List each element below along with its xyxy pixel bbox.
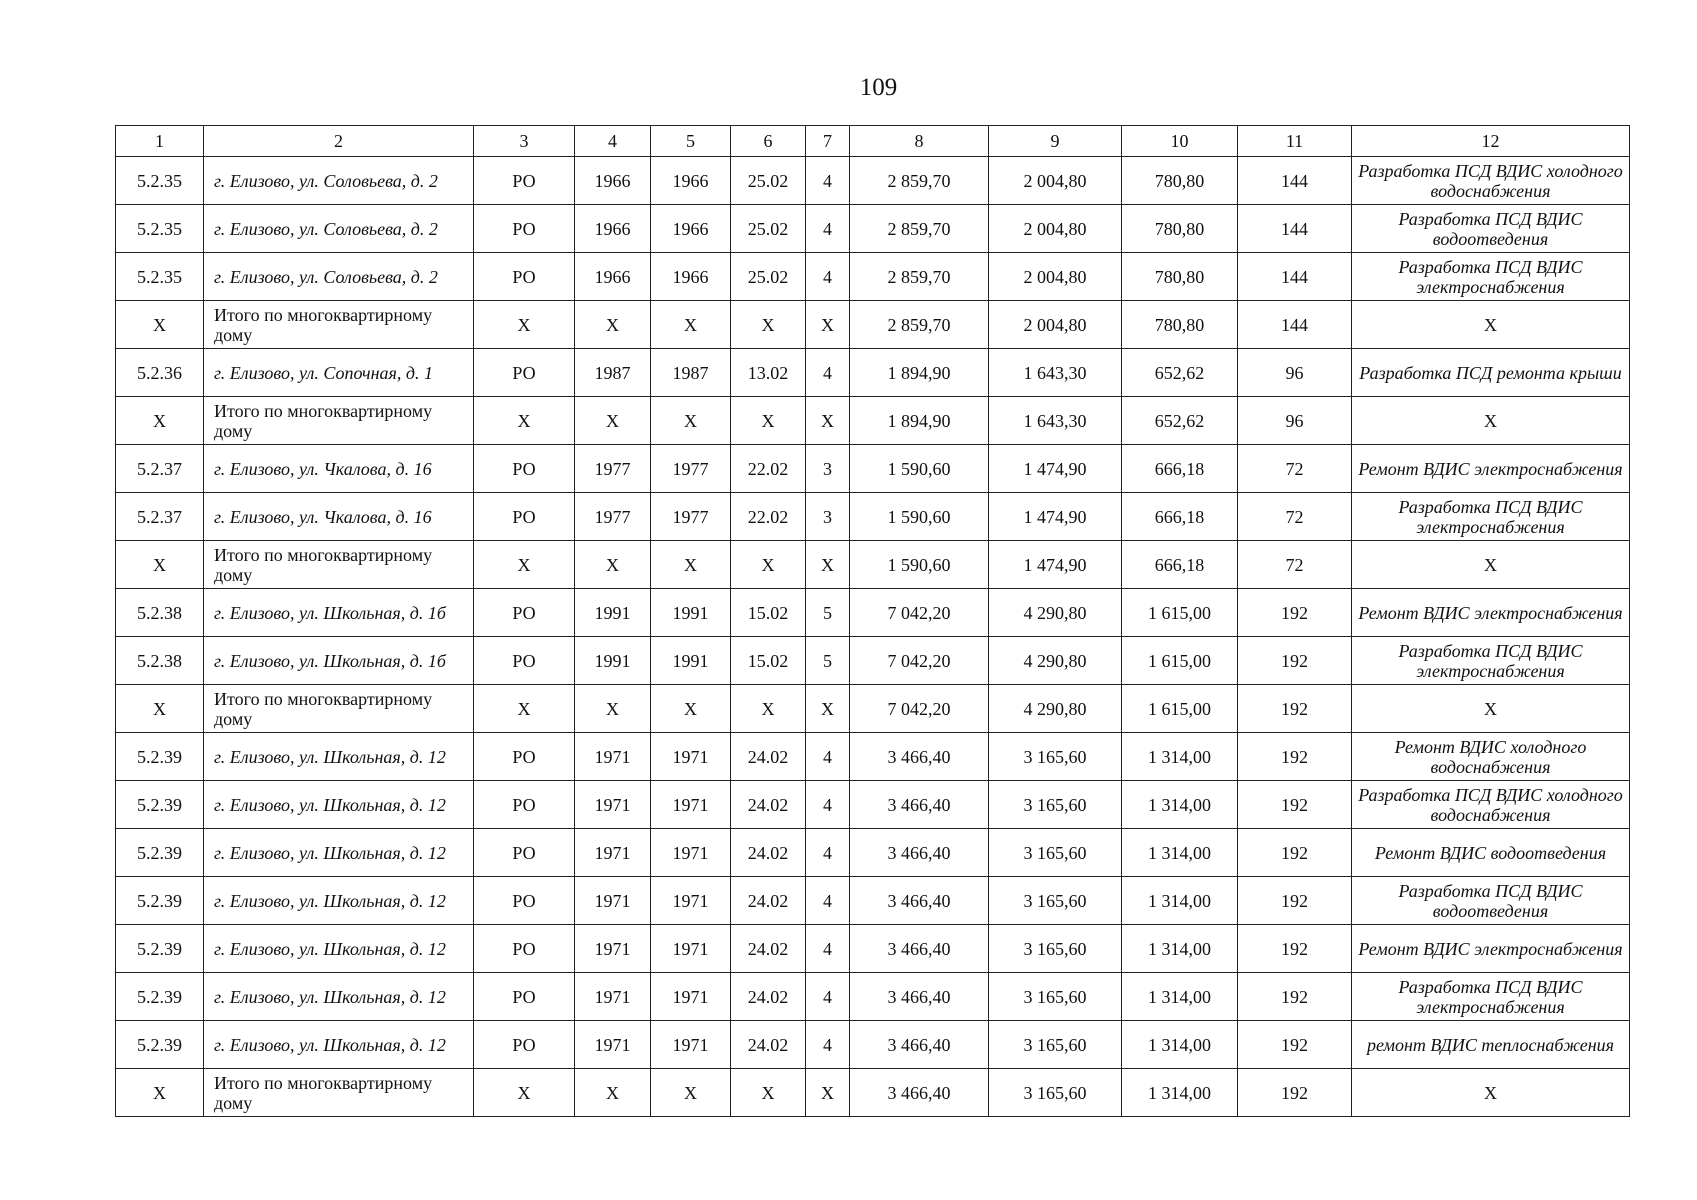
table-row — [116, 973, 1630, 1021]
address-cell: г. Елизово, ул. Школьная, д. 1б — [204, 589, 474, 637]
year-commissioned-cell: 1991 — [651, 589, 731, 637]
residents-cell: 144 — [1238, 301, 1352, 349]
type-cell: Х — [474, 397, 575, 445]
residential-area-cell: 1 474,90 — [989, 445, 1122, 493]
column-header-6: 6 — [731, 126, 806, 157]
year-built-cell: 1977 — [575, 493, 651, 541]
residents-cell: 192 — [1238, 925, 1352, 973]
table-row — [116, 829, 1630, 877]
year-commissioned-cell: 1966 — [651, 157, 731, 205]
work-type-cell: Разработка ПСД ВДИС водоотведения — [1352, 205, 1630, 253]
residents-cell: 72 — [1238, 445, 1352, 493]
work-type-cell: Разработка ПСД ВДИС водоотведения — [1352, 877, 1630, 925]
floors-cell: 4 — [806, 733, 850, 781]
floors-cell: 4 — [806, 205, 850, 253]
residential-area-cell: 3 165,60 — [989, 877, 1122, 925]
year-built-cell: 1971 — [575, 877, 651, 925]
year-built-cell: 1966 — [575, 157, 651, 205]
address-cell: г. Елизово, ул. Школьная, д. 1б — [204, 637, 474, 685]
year-built-cell: 1966 — [575, 253, 651, 301]
item-number-cell: Х — [116, 541, 204, 589]
floors-cell: 4 — [806, 973, 850, 1021]
item-number-cell: Х — [116, 397, 204, 445]
nonresidential-area-cell: 1 615,00 — [1122, 685, 1238, 733]
material-code-cell: Х — [731, 541, 806, 589]
floors-cell: 4 — [806, 925, 850, 973]
material-code-cell: 13.02 — [731, 349, 806, 397]
year-commissioned-cell: Х — [651, 1069, 731, 1117]
year-commissioned-cell: 1971 — [651, 1021, 731, 1069]
nonresidential-area-cell: 1 314,00 — [1122, 733, 1238, 781]
nonresidential-area-cell: 1 314,00 — [1122, 973, 1238, 1021]
type-cell: РО — [474, 877, 575, 925]
nonresidential-area-cell: 780,80 — [1122, 253, 1238, 301]
year-built-cell: 1971 — [575, 973, 651, 1021]
total-area-cell: 3 466,40 — [850, 733, 989, 781]
material-code-cell: Х — [731, 397, 806, 445]
year-built-cell: Х — [575, 541, 651, 589]
work-type-cell: Х — [1352, 685, 1630, 733]
nonresidential-area-cell: 1 314,00 — [1122, 1021, 1238, 1069]
item-number-cell: Х — [116, 1069, 204, 1117]
work-type-cell: Х — [1352, 397, 1630, 445]
table-row — [116, 157, 1630, 205]
column-header-11: 11 — [1238, 126, 1352, 157]
column-header-10: 10 — [1122, 126, 1238, 157]
nonresidential-area-cell: 666,18 — [1122, 493, 1238, 541]
type-cell: РО — [474, 781, 575, 829]
address-cell: г. Елизово, ул. Школьная, д. 12 — [204, 877, 474, 925]
nonresidential-area-cell: 1 615,00 — [1122, 637, 1238, 685]
nonresidential-area-cell: 780,80 — [1122, 157, 1238, 205]
address-cell: г. Елизово, ул. Школьная, д. 12 — [204, 973, 474, 1021]
floors-cell: 5 — [806, 589, 850, 637]
nonresidential-area-cell: 1 615,00 — [1122, 589, 1238, 637]
header-row — [116, 126, 1630, 157]
residents-cell: 192 — [1238, 1069, 1352, 1117]
table-row — [116, 781, 1630, 829]
year-built-cell: Х — [575, 685, 651, 733]
material-code-cell: 15.02 — [731, 637, 806, 685]
year-built-cell: Х — [575, 301, 651, 349]
page-number: 109 — [859, 74, 898, 101]
type-cell: РО — [474, 205, 575, 253]
residential-area-cell: 1 474,90 — [989, 541, 1122, 589]
residents-cell: 192 — [1238, 877, 1352, 925]
year-commissioned-cell: 1971 — [651, 829, 731, 877]
year-commissioned-cell: 1977 — [651, 445, 731, 493]
address-cell: Итого по многоквартирному дому — [204, 541, 474, 589]
total-area-cell: 3 466,40 — [850, 877, 989, 925]
year-commissioned-cell: 1977 — [651, 493, 731, 541]
residents-cell: 96 — [1238, 349, 1352, 397]
residential-area-cell: 2 004,80 — [989, 301, 1122, 349]
address-cell: Итого по многоквартирному дому — [204, 685, 474, 733]
item-number-cell: Х — [116, 301, 204, 349]
total-area-cell: 1 894,90 — [850, 349, 989, 397]
year-commissioned-cell: 1971 — [651, 781, 731, 829]
address-cell: г. Елизово, ул. Соловьева, д. 2 — [204, 253, 474, 301]
floors-cell: Х — [806, 1069, 850, 1117]
floors-cell: 4 — [806, 157, 850, 205]
year-commissioned-cell: 1991 — [651, 637, 731, 685]
floors-cell: 4 — [806, 1021, 850, 1069]
address-cell: г. Елизово, ул. Школьная, д. 12 — [204, 1021, 474, 1069]
year-built-cell: 1971 — [575, 733, 651, 781]
item-number-cell: 5.2.35 — [116, 157, 204, 205]
material-code-cell: 22.02 — [731, 493, 806, 541]
residential-area-cell: 4 290,80 — [989, 637, 1122, 685]
total-area-cell: 3 466,40 — [850, 1069, 989, 1117]
year-commissioned-cell: 1987 — [651, 349, 731, 397]
year-commissioned-cell: Х — [651, 301, 731, 349]
residents-cell: 192 — [1238, 637, 1352, 685]
address-cell: г. Елизово, ул. Школьная, д. 12 — [204, 781, 474, 829]
total-area-cell: 7 042,20 — [850, 589, 989, 637]
residents-cell: 192 — [1238, 781, 1352, 829]
residential-area-cell: 1 643,30 — [989, 397, 1122, 445]
item-number-cell: 5.2.39 — [116, 733, 204, 781]
year-commissioned-cell: 1971 — [651, 925, 731, 973]
floors-cell: Х — [806, 685, 850, 733]
material-code-cell: 24.02 — [731, 973, 806, 1021]
work-type-cell: Х — [1352, 301, 1630, 349]
residential-area-cell: 3 165,60 — [989, 781, 1122, 829]
column-header-5: 5 — [651, 126, 731, 157]
material-code-cell: Х — [731, 685, 806, 733]
address-cell: Итого по многоквартирному дому — [204, 301, 474, 349]
item-number-cell: 5.2.35 — [116, 205, 204, 253]
address-cell: г. Елизово, ул. Школьная, д. 12 — [204, 733, 474, 781]
material-code-cell: 24.02 — [731, 781, 806, 829]
year-commissioned-cell: Х — [651, 397, 731, 445]
nonresidential-area-cell: 1 314,00 — [1122, 1069, 1238, 1117]
item-number-cell: 5.2.39 — [116, 1021, 204, 1069]
item-number-cell: 5.2.37 — [116, 445, 204, 493]
address-cell: Итого по многоквартирному дому — [204, 397, 474, 445]
nonresidential-area-cell: 780,80 — [1122, 301, 1238, 349]
material-code-cell: 24.02 — [731, 877, 806, 925]
table-row — [116, 877, 1630, 925]
material-code-cell: 24.02 — [731, 925, 806, 973]
work-type-cell: Х — [1352, 1069, 1630, 1117]
material-code-cell: 25.02 — [731, 205, 806, 253]
residents-cell: 144 — [1238, 157, 1352, 205]
floors-cell: 3 — [806, 493, 850, 541]
nonresidential-area-cell: 666,18 — [1122, 445, 1238, 493]
residents-cell: 192 — [1238, 1021, 1352, 1069]
item-number-cell: 5.2.35 — [116, 253, 204, 301]
work-type-cell: Ремонт ВДИС водоотведения — [1352, 829, 1630, 877]
item-number-cell: 5.2.39 — [116, 781, 204, 829]
type-cell: РО — [474, 973, 575, 1021]
residential-area-cell: 1 643,30 — [989, 349, 1122, 397]
residential-area-cell: 3 165,60 — [989, 973, 1122, 1021]
residential-area-cell: 3 165,60 — [989, 1069, 1122, 1117]
type-cell: РО — [474, 445, 575, 493]
floors-cell: 4 — [806, 253, 850, 301]
type-cell: РО — [474, 637, 575, 685]
residential-area-cell: 1 474,90 — [989, 493, 1122, 541]
column-header-8: 8 — [850, 126, 989, 157]
table-row — [116, 349, 1630, 397]
work-type-cell: ремонт ВДИС теплоснабжения — [1352, 1021, 1630, 1069]
floors-cell: Х — [806, 541, 850, 589]
nonresidential-area-cell: 652,62 — [1122, 397, 1238, 445]
nonresidential-area-cell: 1 314,00 — [1122, 781, 1238, 829]
residents-cell: 192 — [1238, 589, 1352, 637]
type-cell: Х — [474, 685, 575, 733]
item-number-cell: 5.2.38 — [116, 589, 204, 637]
total-area-cell: 3 466,40 — [850, 973, 989, 1021]
floors-cell: 5 — [806, 637, 850, 685]
total-area-cell: 1 590,60 — [850, 493, 989, 541]
year-commissioned-cell: 1966 — [651, 205, 731, 253]
table-row — [116, 637, 1630, 685]
item-number-cell: 5.2.39 — [116, 877, 204, 925]
table-body — [116, 126, 1630, 1117]
type-cell: Х — [474, 541, 575, 589]
total-row — [116, 685, 1630, 733]
total-row — [116, 397, 1630, 445]
year-commissioned-cell: Х — [651, 541, 731, 589]
table-row — [116, 1021, 1630, 1069]
work-type-cell: Разработка ПСД ремонта крыши — [1352, 349, 1630, 397]
total-area-cell: 1 894,90 — [850, 397, 989, 445]
year-built-cell: 1971 — [575, 1021, 651, 1069]
residents-cell: 144 — [1238, 205, 1352, 253]
year-built-cell: Х — [575, 397, 651, 445]
year-built-cell: 1971 — [575, 829, 651, 877]
year-commissioned-cell: 1971 — [651, 973, 731, 1021]
work-type-cell: Разработка ПСД ВДИС холодного водоснабжения — [1352, 781, 1630, 829]
material-code-cell: 24.02 — [731, 1021, 806, 1069]
column-header-12: 12 — [1352, 126, 1630, 157]
total-area-cell: 2 859,70 — [850, 205, 989, 253]
total-area-cell: 3 466,40 — [850, 781, 989, 829]
address-cell: г. Елизово, ул. Соловьева, д. 2 — [204, 205, 474, 253]
column-header-4: 4 — [575, 126, 651, 157]
material-code-cell: 22.02 — [731, 445, 806, 493]
address-cell: г. Елизово, ул. Школьная, д. 12 — [204, 829, 474, 877]
residential-area-cell: 2 004,80 — [989, 157, 1122, 205]
column-header-1: 1 — [116, 126, 204, 157]
floors-cell: Х — [806, 301, 850, 349]
residential-area-cell: 3 165,60 — [989, 733, 1122, 781]
table-container — [115, 125, 1629, 1117]
residents-cell: 192 — [1238, 685, 1352, 733]
residential-area-cell: 2 004,80 — [989, 253, 1122, 301]
floors-cell: 4 — [806, 829, 850, 877]
address-cell: г. Елизово, ул. Сопочная, д. 1 — [204, 349, 474, 397]
year-commissioned-cell: 1971 — [651, 733, 731, 781]
total-area-cell: 2 859,70 — [850, 301, 989, 349]
nonresidential-area-cell: 1 314,00 — [1122, 829, 1238, 877]
total-row — [116, 541, 1630, 589]
floors-cell: Х — [806, 397, 850, 445]
type-cell: РО — [474, 829, 575, 877]
material-code-cell: 15.02 — [731, 589, 806, 637]
table-row — [116, 493, 1630, 541]
residents-cell: 192 — [1238, 973, 1352, 1021]
total-row — [116, 301, 1630, 349]
residential-area-cell: 3 165,60 — [989, 829, 1122, 877]
year-built-cell: 1971 — [575, 781, 651, 829]
type-cell: РО — [474, 349, 575, 397]
year-commissioned-cell: 1971 — [651, 877, 731, 925]
item-number-cell: 5.2.39 — [116, 973, 204, 1021]
type-cell: РО — [474, 157, 575, 205]
item-number-cell: 5.2.37 — [116, 493, 204, 541]
total-area-cell: 3 466,40 — [850, 925, 989, 973]
table-row — [116, 733, 1630, 781]
work-type-cell: Разработка ПСД ВДИС электроснабжения — [1352, 493, 1630, 541]
work-type-cell: Х — [1352, 541, 1630, 589]
type-cell: РО — [474, 253, 575, 301]
residents-cell: 72 — [1238, 541, 1352, 589]
material-code-cell: 24.02 — [731, 733, 806, 781]
table-row — [116, 205, 1630, 253]
work-type-cell: Разработка ПСД ВДИС электроснабжения — [1352, 253, 1630, 301]
floors-cell: 4 — [806, 781, 850, 829]
residents-cell: 96 — [1238, 397, 1352, 445]
work-type-cell: Ремонт ВДИС электроснабжения — [1352, 925, 1630, 973]
address-cell: г. Елизово, ул. Школьная, д. 12 — [204, 925, 474, 973]
column-header-2: 2 — [204, 126, 474, 157]
year-built-cell: 1966 — [575, 205, 651, 253]
residents-cell: 192 — [1238, 733, 1352, 781]
year-built-cell: 1971 — [575, 925, 651, 973]
nonresidential-area-cell: 1 314,00 — [1122, 877, 1238, 925]
table-row — [116, 253, 1630, 301]
total-area-cell: 1 590,60 — [850, 445, 989, 493]
floors-cell: 4 — [806, 349, 850, 397]
type-cell: РО — [474, 925, 575, 973]
residents-cell: 144 — [1238, 253, 1352, 301]
total-area-cell: 7 042,20 — [850, 685, 989, 733]
type-cell: РО — [474, 733, 575, 781]
item-number-cell: 5.2.38 — [116, 637, 204, 685]
table-row — [116, 925, 1630, 973]
nonresidential-area-cell: 780,80 — [1122, 205, 1238, 253]
nonresidential-area-cell: 1 314,00 — [1122, 925, 1238, 973]
address-cell: Итого по многоквартирному дому — [204, 1069, 474, 1117]
residential-area-cell: 4 290,80 — [989, 685, 1122, 733]
year-commissioned-cell: Х — [651, 685, 731, 733]
total-area-cell: 7 042,20 — [850, 637, 989, 685]
work-type-cell: Разработка ПСД ВДИС холодного водоснабжения — [1352, 157, 1630, 205]
address-cell: г. Елизово, ул. Чкалова, д. 16 — [204, 445, 474, 493]
item-number-cell: 5.2.39 — [116, 925, 204, 973]
column-header-3: 3 — [474, 126, 575, 157]
material-code-cell: Х — [731, 1069, 806, 1117]
type-cell: РО — [474, 493, 575, 541]
total-area-cell: 3 466,40 — [850, 829, 989, 877]
year-built-cell: 1991 — [575, 637, 651, 685]
type-cell: Х — [474, 1069, 575, 1117]
column-header-7: 7 — [806, 126, 850, 157]
work-type-cell: Разработка ПСД ВДИС электроснабжения — [1352, 637, 1630, 685]
total-area-cell: 3 466,40 — [850, 1021, 989, 1069]
floors-cell: 4 — [806, 877, 850, 925]
year-built-cell: 1977 — [575, 445, 651, 493]
material-code-cell: 25.02 — [731, 253, 806, 301]
address-cell: г. Елизово, ул. Соловьева, д. 2 — [204, 157, 474, 205]
work-type-cell: Ремонт ВДИС электроснабжения — [1352, 589, 1630, 637]
type-cell: РО — [474, 1021, 575, 1069]
total-area-cell: 2 859,70 — [850, 157, 989, 205]
residents-cell: 192 — [1238, 829, 1352, 877]
year-commissioned-cell: 1966 — [651, 253, 731, 301]
residential-area-cell: 4 290,80 — [989, 589, 1122, 637]
total-area-cell: 2 859,70 — [850, 253, 989, 301]
material-code-cell: 24.02 — [731, 829, 806, 877]
total-row — [116, 1069, 1630, 1117]
data-table — [115, 125, 1630, 1117]
nonresidential-area-cell: 666,18 — [1122, 541, 1238, 589]
address-cell: г. Елизово, ул. Чкалова, д. 16 — [204, 493, 474, 541]
floors-cell: 3 — [806, 445, 850, 493]
total-area-cell: 1 590,60 — [850, 541, 989, 589]
year-built-cell: 1991 — [575, 589, 651, 637]
type-cell: РО — [474, 589, 575, 637]
residents-cell: 72 — [1238, 493, 1352, 541]
item-number-cell: 5.2.36 — [116, 349, 204, 397]
column-header-9: 9 — [989, 126, 1122, 157]
type-cell: Х — [474, 301, 575, 349]
residential-area-cell: 3 165,60 — [989, 1021, 1122, 1069]
table-row — [116, 445, 1630, 493]
work-type-cell: Ремонт ВДИС электроснабжения — [1352, 445, 1630, 493]
table-row — [116, 589, 1630, 637]
work-type-cell: Разработка ПСД ВДИС электроснабжения — [1352, 973, 1630, 1021]
item-number-cell: 5.2.39 — [116, 829, 204, 877]
residential-area-cell: 3 165,60 — [989, 925, 1122, 973]
residential-area-cell: 2 004,80 — [989, 205, 1122, 253]
material-code-cell: Х — [731, 301, 806, 349]
material-code-cell: 25.02 — [731, 157, 806, 205]
item-number-cell: Х — [116, 685, 204, 733]
nonresidential-area-cell: 652,62 — [1122, 349, 1238, 397]
year-built-cell: Х — [575, 1069, 651, 1117]
work-type-cell: Ремонт ВДИС холодного водоснабжения — [1352, 733, 1630, 781]
year-built-cell: 1987 — [575, 349, 651, 397]
